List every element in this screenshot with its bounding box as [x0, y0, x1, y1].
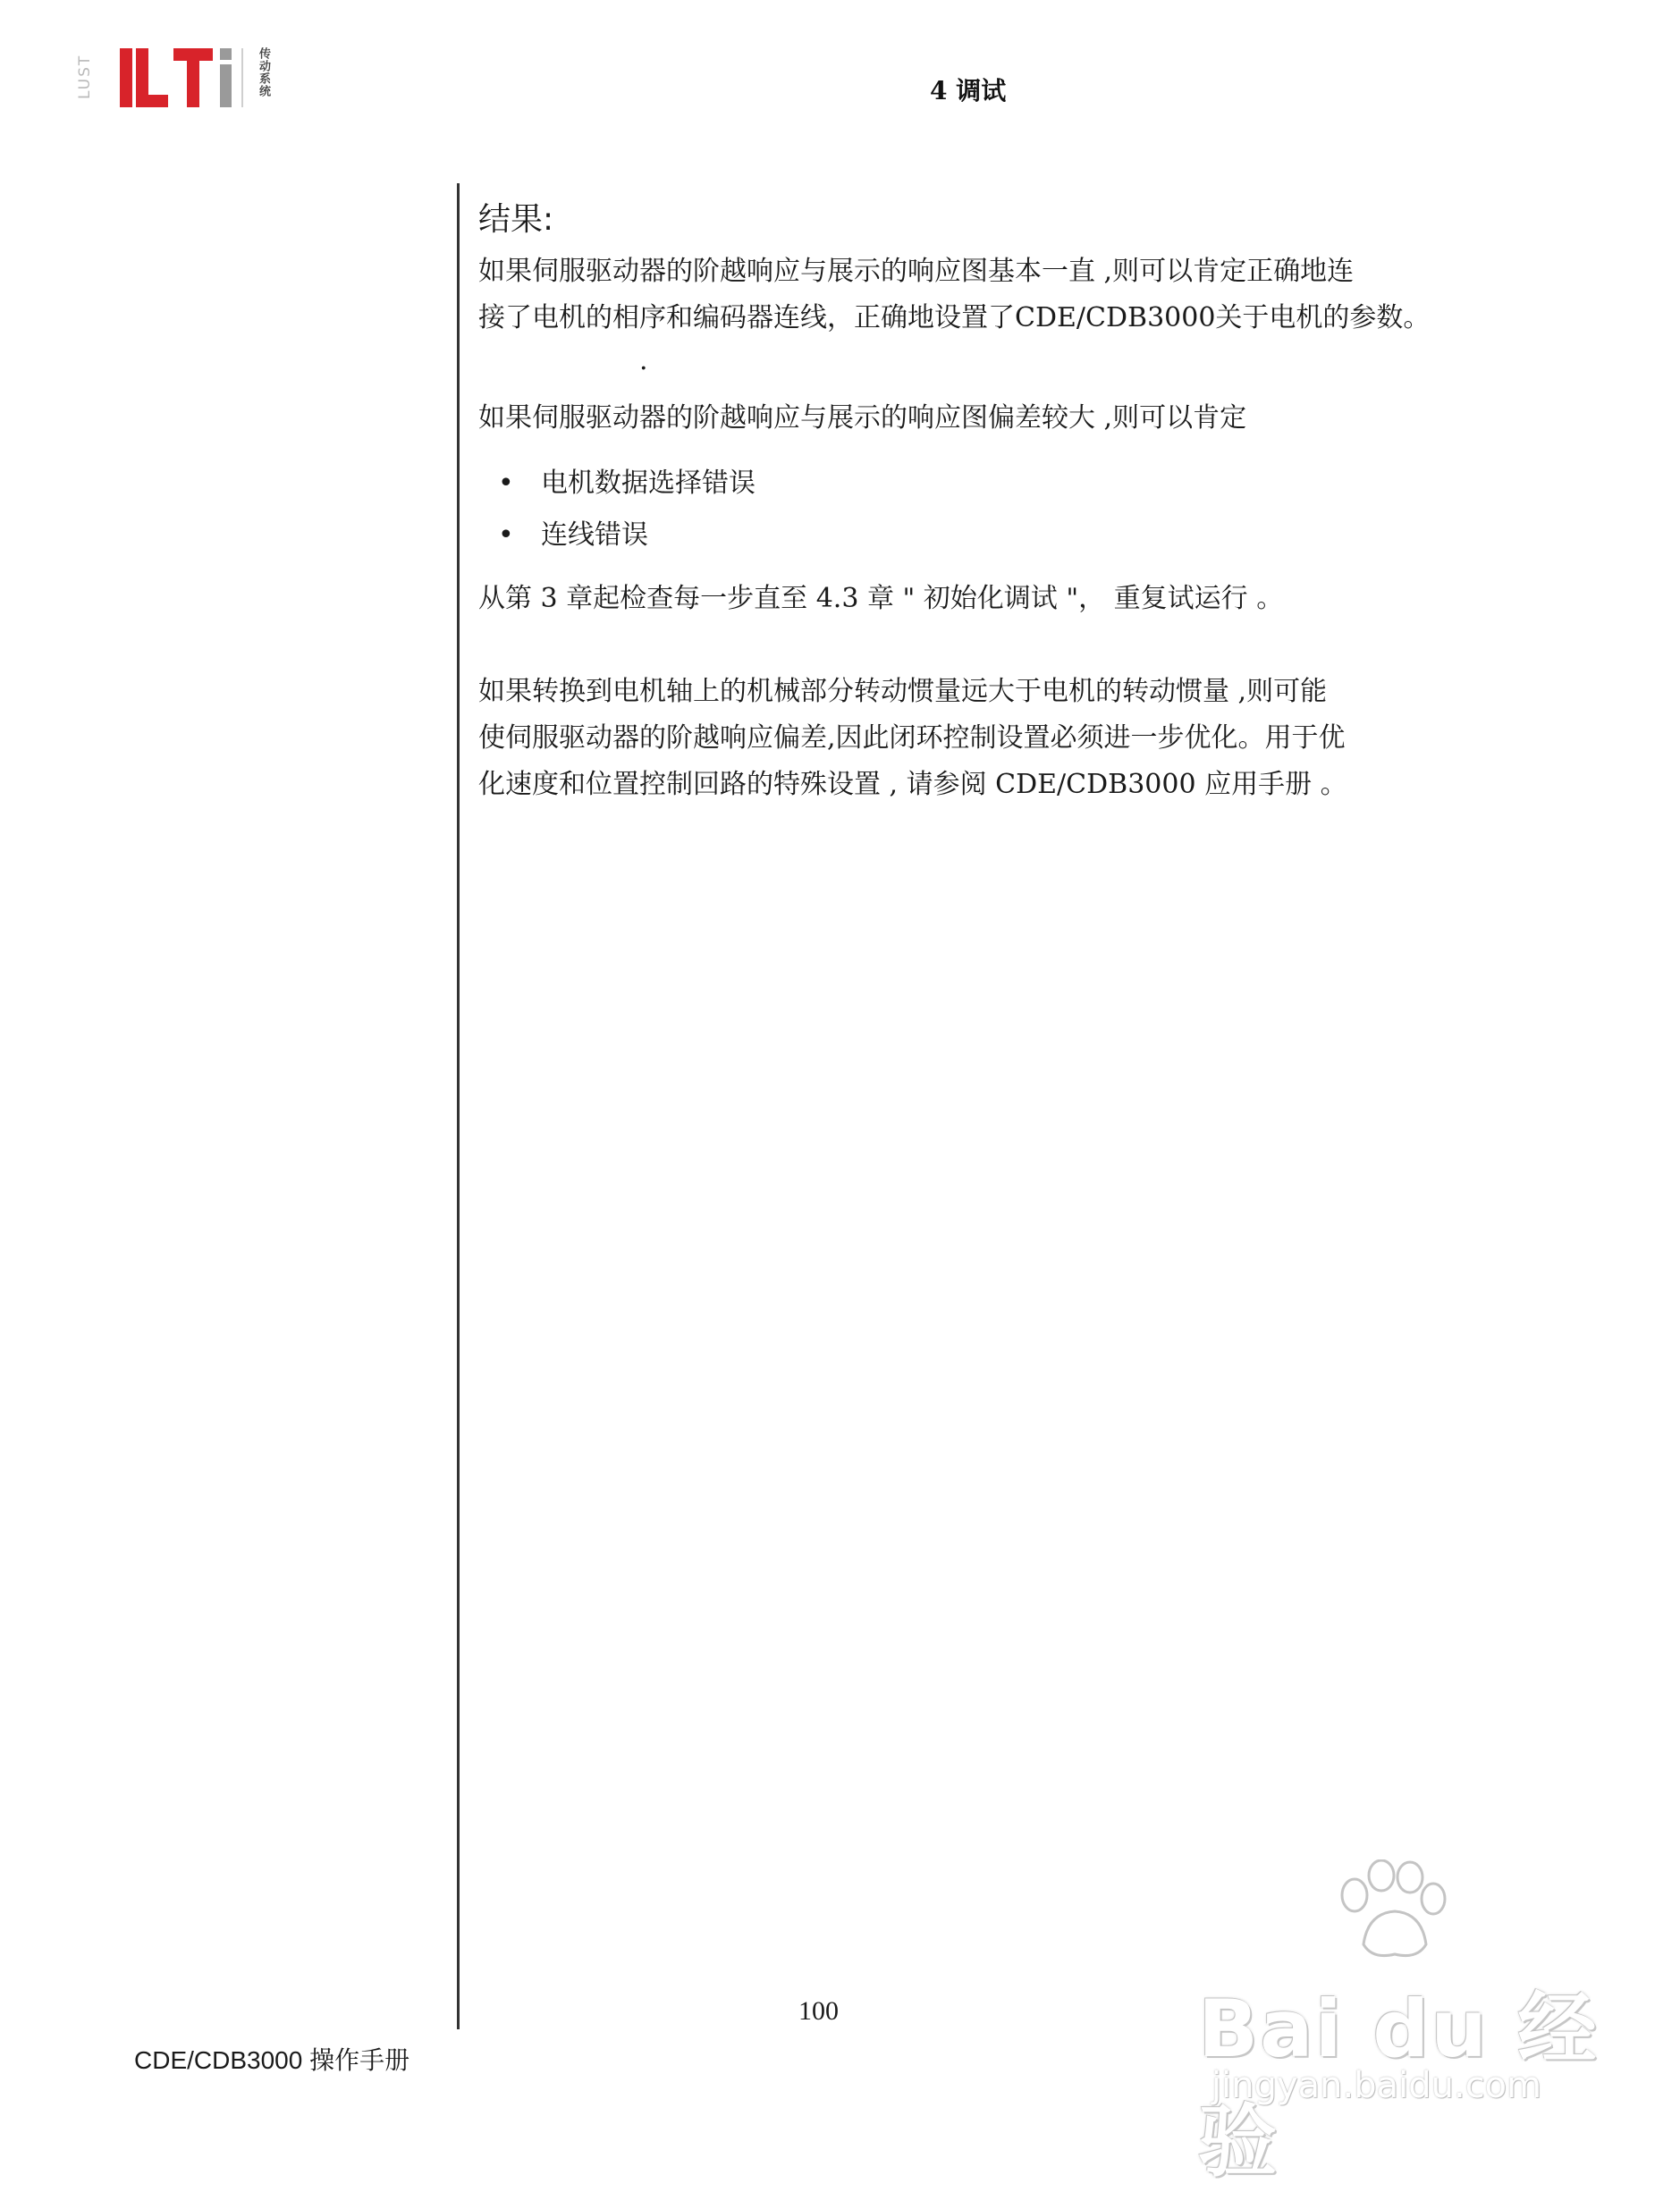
baidu-watermark — [1194, 1859, 1605, 2188]
paragraph-block — [478, 669, 1551, 808]
main-content — [478, 197, 1551, 808]
logo-lti-mark — [132, 45, 249, 109]
paw-icon — [1328, 1859, 1453, 1967]
bullet-mark: • — [498, 468, 514, 499]
paragraph-line: 化速度和位置控制回路的特殊设置 , 请参阅 CDE/CDB3000 应用手册 。 — [478, 769, 1347, 800]
list-item-text: 连线错误 — [541, 519, 648, 551]
paragraph-line: 使伺服驱动器的阶越响应偏差,因此闭环控制设置必须进一步优化。用于优 — [478, 722, 1346, 754]
section-heading: 结果: — [478, 201, 554, 238]
paragraph-line: 从第 3 章起检查每一步直至 4.3 章 " 初始化调试 "， 重复试运行 。 — [478, 583, 1284, 614]
paragraph-line: 如果伺服驱动器的阶越响应与展示的响应图偏差较大 ,则可以肯定 — [478, 402, 1247, 434]
paragraph-line: 接了电机的相序和编码器连线，正确地设置了CDE/CDB3000关于电机的参数。 — [478, 302, 1431, 333]
paragraph-line: 如果伺服驱动器的阶越响应与展示的响应图基本一直 ,则可以肯定正确地连 — [478, 256, 1355, 287]
margin-rule — [457, 183, 460, 2029]
logo-side-text: LUST — [76, 54, 94, 100]
watermark-brand: Bai du 经验 — [1198, 1983, 1599, 2188]
paragraph-line: 如果转换到电机轴上的机械部分转动惯量远大于电机的转动惯量 ,则可能 — [478, 676, 1328, 707]
company-logo — [75, 45, 290, 109]
page-number: 100 — [798, 1996, 839, 2026]
manual-title: CDE/CDB3000 操作手册 — [134, 2046, 410, 2074]
list-item-text: 电机数据选择错误 — [541, 468, 756, 499]
stray-dot: . — [639, 345, 648, 376]
error-list — [478, 458, 1551, 561]
bullet-mark: • — [498, 519, 514, 551]
logo-red-bar — [120, 48, 132, 107]
chapter-heading: 4 调试 — [930, 76, 1007, 105]
watermark-url: jingyan.baidu.com — [1211, 2065, 1542, 2106]
list-item — [478, 510, 1551, 561]
logo-sub-text: 传动系统 — [257, 47, 270, 97]
list-item — [478, 458, 1551, 510]
